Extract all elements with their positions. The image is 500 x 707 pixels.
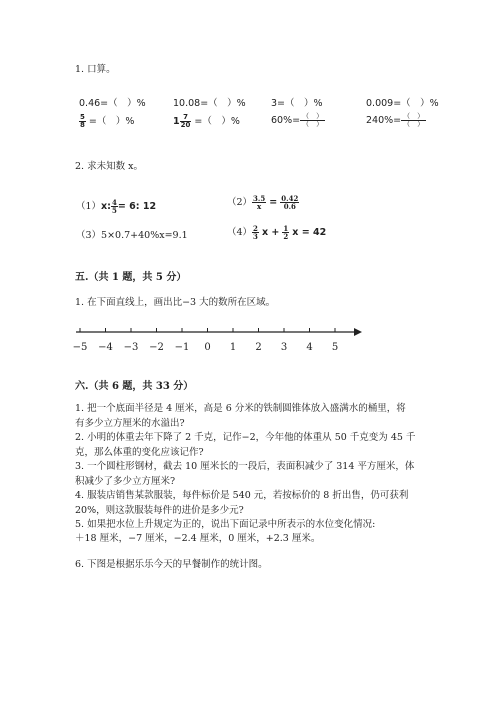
- question-line: 2. 小明的体重去年下降了 2 千克，记作−2，今年他的体重从 50 千克变为 45 千: [75, 432, 416, 443]
- fraction: $\frac{3.5}{x}$: [253, 194, 266, 211]
- number-line-tick-label: 5: [331, 342, 339, 353]
- question-line: 3. 一个圆柱形钢材，截去 10 厘米长的一段后，表面积减少了 314 平方厘米，体: [75, 461, 415, 472]
- fraction: $\frac{( )}{( )}$: [403, 112, 425, 128]
- number-line-tick-label: 3: [280, 342, 288, 353]
- number-line-tick-label: −3: [123, 342, 139, 353]
- section-6-question-6: 6. 下图是根据乐乐今天的早餐制作的统计图。: [75, 559, 268, 570]
- question-line: 积减少了多少立方厘米?: [75, 475, 176, 487]
- q2-title: 2. 求未知数 x。: [75, 161, 143, 172]
- q1-item-5: $\frac{5}{8}$ =（ ）%: [80, 113, 135, 129]
- fraction: $\frac{5}{8}$: [80, 113, 85, 129]
- fraction: $\frac{1}{2}$: [283, 224, 289, 241]
- fraction: $\frac{0.42}{0.6}$: [281, 194, 299, 211]
- section-5-question-1: 1. 在下面直线上，画出比−3 大的数所在区域。: [75, 297, 276, 308]
- q1-item-2: 10.08=（ ）%: [173, 98, 246, 109]
- fraction: $\frac{7}{20}$: [180, 113, 191, 129]
- question-line: 20%，则这款服装每件的进价是多少元?: [75, 504, 244, 516]
- q1-item-6: 1 $\frac{7}{20}$ =（ ）%: [173, 113, 240, 129]
- q2-equation-1: （1）x: $\frac{4}{5}$ = 6: 12: [76, 198, 157, 215]
- section-5-heading: 五.（共 1 题，共 5 分）: [75, 272, 187, 283]
- section-6-heading: 六.（共 6 题，共 33 分）: [75, 381, 194, 392]
- section-6-questions: [75, 402, 415, 533]
- q1-item-8: 240%= $\frac{( )}{( )}$: [366, 112, 425, 128]
- number-line-arrow: [354, 328, 362, 336]
- q1-item-3: 3=（ ）%: [271, 98, 323, 109]
- number-line-tick-label: 1: [229, 342, 237, 353]
- q2-equation-3: （3）5×0.7+40%x=9.1: [76, 230, 188, 241]
- q2-equation-4: （4） $\frac{2}{3}$ x + $\frac{1}{2}$ x = 42: [227, 224, 327, 241]
- question-line: 5. 如果把水位上升规定为正的，说出下面记录中所表示的水位变化情况:: [75, 519, 376, 530]
- number-line-tick-label: −2: [149, 342, 164, 353]
- water-level-records: ＋18 厘米，−7 厘米，−2.4 厘米，0 厘米，+2.3 厘米。: [75, 533, 321, 544]
- number-line-tick-label: 4: [306, 342, 313, 353]
- number-line-tick-label: −5: [72, 342, 88, 353]
- q1-item-4: 0.009=（ ）%: [366, 98, 439, 109]
- number-line-tick-label: 2: [255, 342, 262, 353]
- number-line: [70, 322, 370, 358]
- q1-item-1: 0.46=（ ）%: [79, 98, 146, 109]
- fraction: $\frac{( )}{( )}$: [302, 112, 324, 128]
- q1-title: 1. 口算。: [75, 64, 116, 75]
- fraction: $\frac{4}{5}$: [111, 198, 117, 215]
- q1-item-7: 60%= $\frac{( )}{( )}$: [271, 112, 324, 128]
- question-line: 4. 服装店销售某款服装，每件标价是 540 元，若按标价的 8 折出售，仍可获利: [75, 490, 409, 501]
- number-line-tick-label: −4: [98, 342, 113, 353]
- question-line: 1. 把一个底面半径是 4 厘米，高是 6 分米的铁制圆锥体放入盛满水的桶里，将: [75, 403, 406, 414]
- number-line-tick-label: −1: [174, 342, 190, 353]
- q2-equation-2: （2） $\frac{3.5}{x}$ = $\frac{0.42}{0.6}$: [227, 194, 299, 211]
- number-line-tick-label: 0: [204, 342, 211, 353]
- question-line: 克，那么体重的变化应该记作?: [75, 446, 204, 458]
- fraction: $\frac{2}{3}$: [253, 224, 258, 241]
- question-line: 有多少立方厘米的水溢出?: [75, 417, 185, 429]
